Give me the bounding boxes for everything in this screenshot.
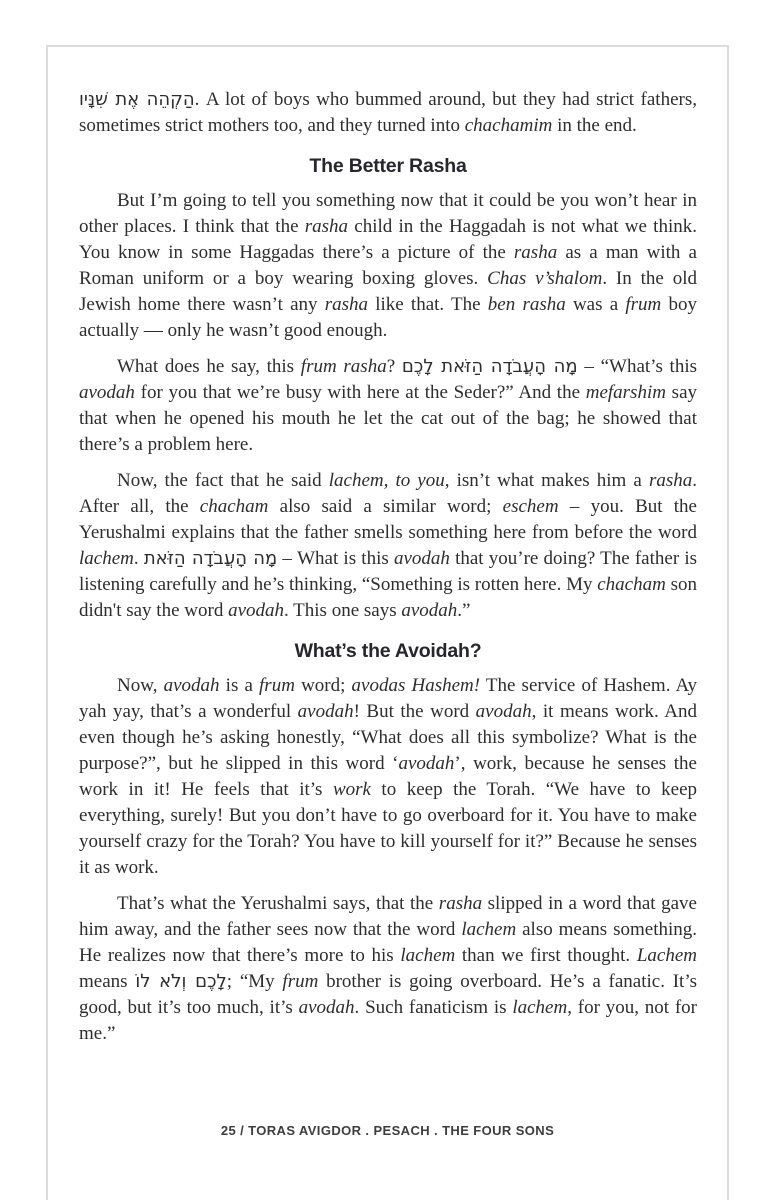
body-paragraph xyxy=(79,354,697,458)
text-run: in the end. xyxy=(552,115,637,136)
italic-term: lachem xyxy=(400,945,456,966)
text-run: . This one says xyxy=(284,600,402,621)
italic-term: work xyxy=(332,779,371,800)
text-run: – you. But the Yerushalmi explains that the father smells something here from before the word xyxy=(79,496,697,543)
text-run: ; “My xyxy=(226,971,283,992)
italic-term: avodah xyxy=(398,753,455,774)
text-run: for you that we’re busy with here at the Seder?” And the xyxy=(134,382,586,403)
text-run: . After all, the xyxy=(79,470,697,517)
italic-term: lachem xyxy=(79,548,134,569)
italic-term: avodah xyxy=(393,548,450,569)
body-paragraph xyxy=(79,87,697,139)
text-run: say that when he opened his mouth he let the cat out of the bag; he showed that there’s a problem here. xyxy=(79,382,697,455)
text-run: . In the old Jewish home there wasn’t any xyxy=(79,268,697,315)
text-run: That’s what the Yerushalmi says, that the xyxy=(117,893,439,914)
section-heading: What’s the Avoidah? xyxy=(294,640,482,662)
text-run: as a man with a Roman uniform or a boy wearing boxing gloves. xyxy=(79,242,697,289)
italic-term: frum xyxy=(282,971,319,992)
text-run: word; xyxy=(294,675,352,696)
italic-term: rasha xyxy=(513,242,558,263)
body-paragraph xyxy=(79,891,697,1047)
italic-term: avodah xyxy=(297,701,354,722)
italic-term: ben rasha xyxy=(487,294,566,315)
page-content xyxy=(48,47,727,1047)
italic-term: frum xyxy=(259,675,295,696)
body-paragraph xyxy=(79,673,697,881)
text-run: also means something. He realizes now that there’s more to his xyxy=(79,919,698,966)
text-run: slipped in a word that gave him away, and the father sees now that the word xyxy=(79,893,697,940)
italic-term: lachem xyxy=(512,997,568,1018)
text-run: Now, the fact that he said xyxy=(117,470,329,491)
text-run: also said a similar word; xyxy=(268,496,503,517)
section-heading: The Better Rasha xyxy=(309,155,467,177)
italic-term: avodah xyxy=(228,600,285,621)
text-run: to keep the Torah. “We have to keep everything, surely! But you don’t have to go overboard for it. You have to make yourself crazy for the Torah? You have to kill yourself for it?” Because he senses it as work. xyxy=(79,779,697,878)
text-run: .” xyxy=(457,600,471,621)
text-run: . A lot of boys who bummed around, but they had strict fathers, sometimes strict mothers too, and they turned into xyxy=(79,89,697,136)
italic-term: avodah xyxy=(298,997,355,1018)
text-run: was a xyxy=(565,294,626,315)
italic-term: Chas v’shalom xyxy=(487,268,603,289)
text-run: that you’re doing? The father is listening carefully and he’s thinking, “Something is rotten here. My xyxy=(79,548,698,595)
italic-term: rasha xyxy=(304,216,349,237)
italic-term: frum rasha xyxy=(300,356,387,377)
hebrew-phrase: מָה הָעֲבֹדָה הַזֹּאת לָכֶם xyxy=(401,356,578,377)
italic-term: chachamim xyxy=(464,115,553,136)
text-run: like that. The xyxy=(368,294,488,315)
text-run: , it means work. And even though he’s asking honestly, “What does all this symbolize? What is the purpose?”, but he slipped in this word ‘ xyxy=(79,701,697,774)
italic-term: avodah xyxy=(163,675,220,696)
italic-term: chacham xyxy=(597,574,666,595)
italic-term: avodah xyxy=(401,600,458,621)
body-paragraph xyxy=(79,468,697,624)
text-run: But I’m going to tell you something now that it could be you won’t hear in other places. I think that the xyxy=(79,190,697,237)
body-paragraph xyxy=(79,188,697,344)
text-run: – What is this xyxy=(277,548,394,569)
italic-term: eschem xyxy=(502,496,559,517)
text-run: means xyxy=(79,971,136,992)
italic-term: avodah xyxy=(79,382,135,403)
text-run: son didn't say the word xyxy=(79,574,697,621)
text-run: ’, work, because he senses the work in it! He feels that it’s xyxy=(79,753,697,800)
text-run: is a xyxy=(219,675,260,696)
text-run: ? xyxy=(386,356,402,377)
italic-term: frum xyxy=(625,294,662,315)
italic-term: lachem xyxy=(461,919,517,940)
text-run: – “What’s this xyxy=(577,356,698,377)
text-run: The service of Hashem. Ay yah yay, that’s a wonderful xyxy=(79,675,697,722)
page-card xyxy=(46,45,729,1200)
italic-term: rasha xyxy=(648,470,693,491)
italic-term: rasha xyxy=(324,294,369,315)
text-run: , isn’t what makes him a xyxy=(444,470,649,491)
text-run: brother is going overboard. He’s a fanatic. It’s good, but it’s too much, it’s xyxy=(79,971,697,1018)
hebrew-phrase: מָה הָעֲבֹדָה הַזֹּאת xyxy=(143,548,278,569)
text-run: , for you, not for me.” xyxy=(79,997,698,1044)
italic-term: rasha xyxy=(438,893,483,914)
text-run: What does he say, this xyxy=(117,356,301,377)
text-run: . Such fanaticism is xyxy=(354,997,513,1018)
hebrew-phrase: לָכֶם וְלֹא לוֹ xyxy=(135,971,227,992)
text-run: Now, xyxy=(117,675,164,696)
italic-term: avodas Hashem! xyxy=(351,675,481,696)
italic-term: chacham xyxy=(199,496,269,517)
italic-term: lachem, to you xyxy=(328,470,445,491)
text-run: boy actually — only he wasn’t good enough. xyxy=(79,294,697,341)
text-run: ! But the word xyxy=(353,701,476,722)
hebrew-phrase: הַקְהֵה אֶת שִׁנָּיו xyxy=(79,89,195,110)
italic-term: Lachem xyxy=(636,945,698,966)
text-run: . xyxy=(133,548,144,569)
footer-text: 25 / TORAS AVIGDOR . PESACH . THE FOUR SONS xyxy=(220,1123,555,1138)
italic-term: avodah xyxy=(475,701,532,722)
text-run: child in the Haggadah is not what we think. You know in some Haggadas there’s a picture of the xyxy=(79,216,697,263)
italic-term: mefarshim xyxy=(585,382,666,403)
text-run: than we first thought. xyxy=(455,945,637,966)
page-footer xyxy=(48,1123,727,1138)
